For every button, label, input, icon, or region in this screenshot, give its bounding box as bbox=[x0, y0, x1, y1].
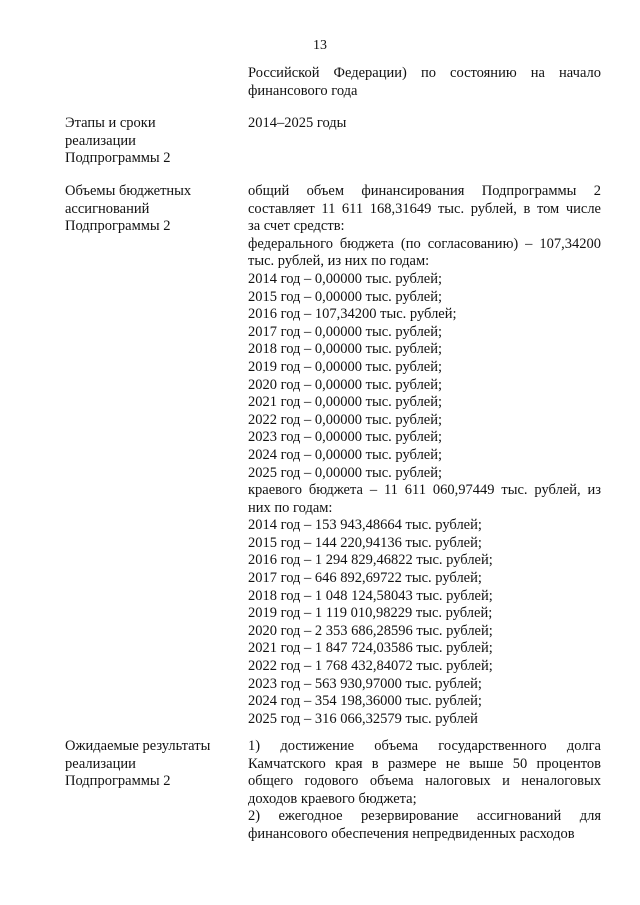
regional-year-line: 2022 год – 1 768 432,84072 тыс. рублей; bbox=[248, 658, 493, 675]
text-line: 2) ежегодное резервирование ассигнований для bbox=[248, 808, 601, 825]
budget-label bbox=[65, 183, 225, 236]
regional-year-line: 2019 год – 1 119 010,98229 тыс. рублей; bbox=[248, 605, 493, 622]
federal-year-line: 2017 год – 0,00000 тыс. рублей; bbox=[248, 323, 443, 340]
label-line: реализации bbox=[65, 132, 136, 149]
text-line: 2014–2025 годы bbox=[248, 115, 347, 131]
label-line: реализации bbox=[65, 755, 136, 772]
federal-year-line: 2015 год – 0,00000 тыс. рублей; bbox=[248, 288, 443, 305]
text-line: доходов краевого бюджета; bbox=[248, 790, 417, 807]
text-line: финансового обеспечения непредвиденных расходов bbox=[248, 825, 575, 842]
federal-year-line: 2020 год – 0,00000 тыс. рублей; bbox=[248, 376, 443, 393]
label-line: Подпрограммы 2 bbox=[65, 773, 171, 790]
regional-year-line: 2016 год – 1 294 829,46822 тыс. рублей; bbox=[248, 552, 493, 569]
text-line: краевого бюджета – 11 611 060,97449 тыс. рублей, из bbox=[248, 482, 601, 499]
federal-year-line: 2023 год – 0,00000 тыс. рублей; bbox=[248, 429, 443, 446]
text-line: Камчатского края в размере не выше 50 процентов bbox=[248, 755, 601, 772]
federal-year-line: 2014 год – 0,00000 тыс. рублей; bbox=[248, 270, 443, 287]
stages-value bbox=[248, 115, 601, 133]
regional-year-line: 2014 год – 153 943,48664 тыс. рублей; bbox=[248, 517, 482, 534]
federal-year-line: 2018 год – 0,00000 тыс. рублей; bbox=[248, 341, 443, 358]
text-line: тыс. рублей, из них по годам: bbox=[248, 253, 430, 270]
regional-year-line: 2025 год – 316 066,32579 тыс. рублей bbox=[248, 710, 478, 727]
label-line: ассигнований bbox=[65, 200, 150, 217]
text-line: федерального бюджета (по согласованию) – 107,34200 bbox=[248, 235, 601, 252]
regional-year-line: 2018 год – 1 048 124,58043 тыс. рублей; bbox=[248, 587, 493, 604]
text-line: Российской Федерации) по состоянию на начало bbox=[248, 65, 601, 81]
regional-year-line: 2024 год – 354 198,36000 тыс. рублей; bbox=[248, 693, 482, 710]
federal-year-line: 2019 год – 0,00000 тыс. рублей; bbox=[248, 358, 443, 375]
federal-year-line: 2016 год – 107,34200 тыс. рублей; bbox=[248, 306, 457, 323]
federal-year-line: 2025 год – 0,00000 тыс. рублей; bbox=[248, 464, 443, 481]
stages-label bbox=[65, 115, 225, 168]
text-line: общий объем финансирования Подпрограммы 2 bbox=[248, 183, 601, 199]
text-line: них по годам: bbox=[248, 499, 333, 516]
text-line: финансового года bbox=[248, 82, 358, 99]
budget-value bbox=[248, 183, 601, 728]
results-label bbox=[65, 738, 225, 791]
text-line: 1) достижение объема государственного долга bbox=[248, 738, 601, 754]
federal-year-line: 2022 год – 0,00000 тыс. рублей; bbox=[248, 411, 443, 428]
continuation-text bbox=[248, 65, 601, 100]
text-line: общего годового объема налоговых и неналоговых bbox=[248, 773, 601, 790]
page-number: 13 bbox=[313, 38, 327, 53]
federal-year-line: 2021 год – 0,00000 тыс. рублей; bbox=[248, 394, 443, 411]
text-line: за счет средств: bbox=[248, 218, 345, 235]
label-line: Объемы бюджетных bbox=[65, 183, 192, 199]
label-line: Подпрограммы 2 bbox=[65, 150, 171, 167]
text-line: составляет 11 611 168,31649 тыс. рублей, в том числе bbox=[248, 200, 601, 217]
regional-year-line: 2020 год – 2 353 686,28596 тыс. рублей; bbox=[248, 622, 493, 639]
regional-year-line: 2015 год – 144 220,94136 тыс. рублей; bbox=[248, 534, 482, 551]
results-value bbox=[248, 738, 601, 844]
label-line: Этапы и сроки bbox=[65, 115, 156, 131]
label-line: Подпрограммы 2 bbox=[65, 218, 171, 235]
label-line: Ожидаемые результаты bbox=[65, 738, 211, 754]
regional-year-line: 2017 год – 646 892,69722 тыс. рублей; bbox=[248, 570, 482, 587]
federal-year-line: 2024 год – 0,00000 тыс. рублей; bbox=[248, 446, 443, 463]
regional-year-line: 2023 год – 563 930,97000 тыс. рублей; bbox=[248, 675, 482, 692]
regional-year-line: 2021 год – 1 847 724,03586 тыс. рублей; bbox=[248, 640, 493, 657]
